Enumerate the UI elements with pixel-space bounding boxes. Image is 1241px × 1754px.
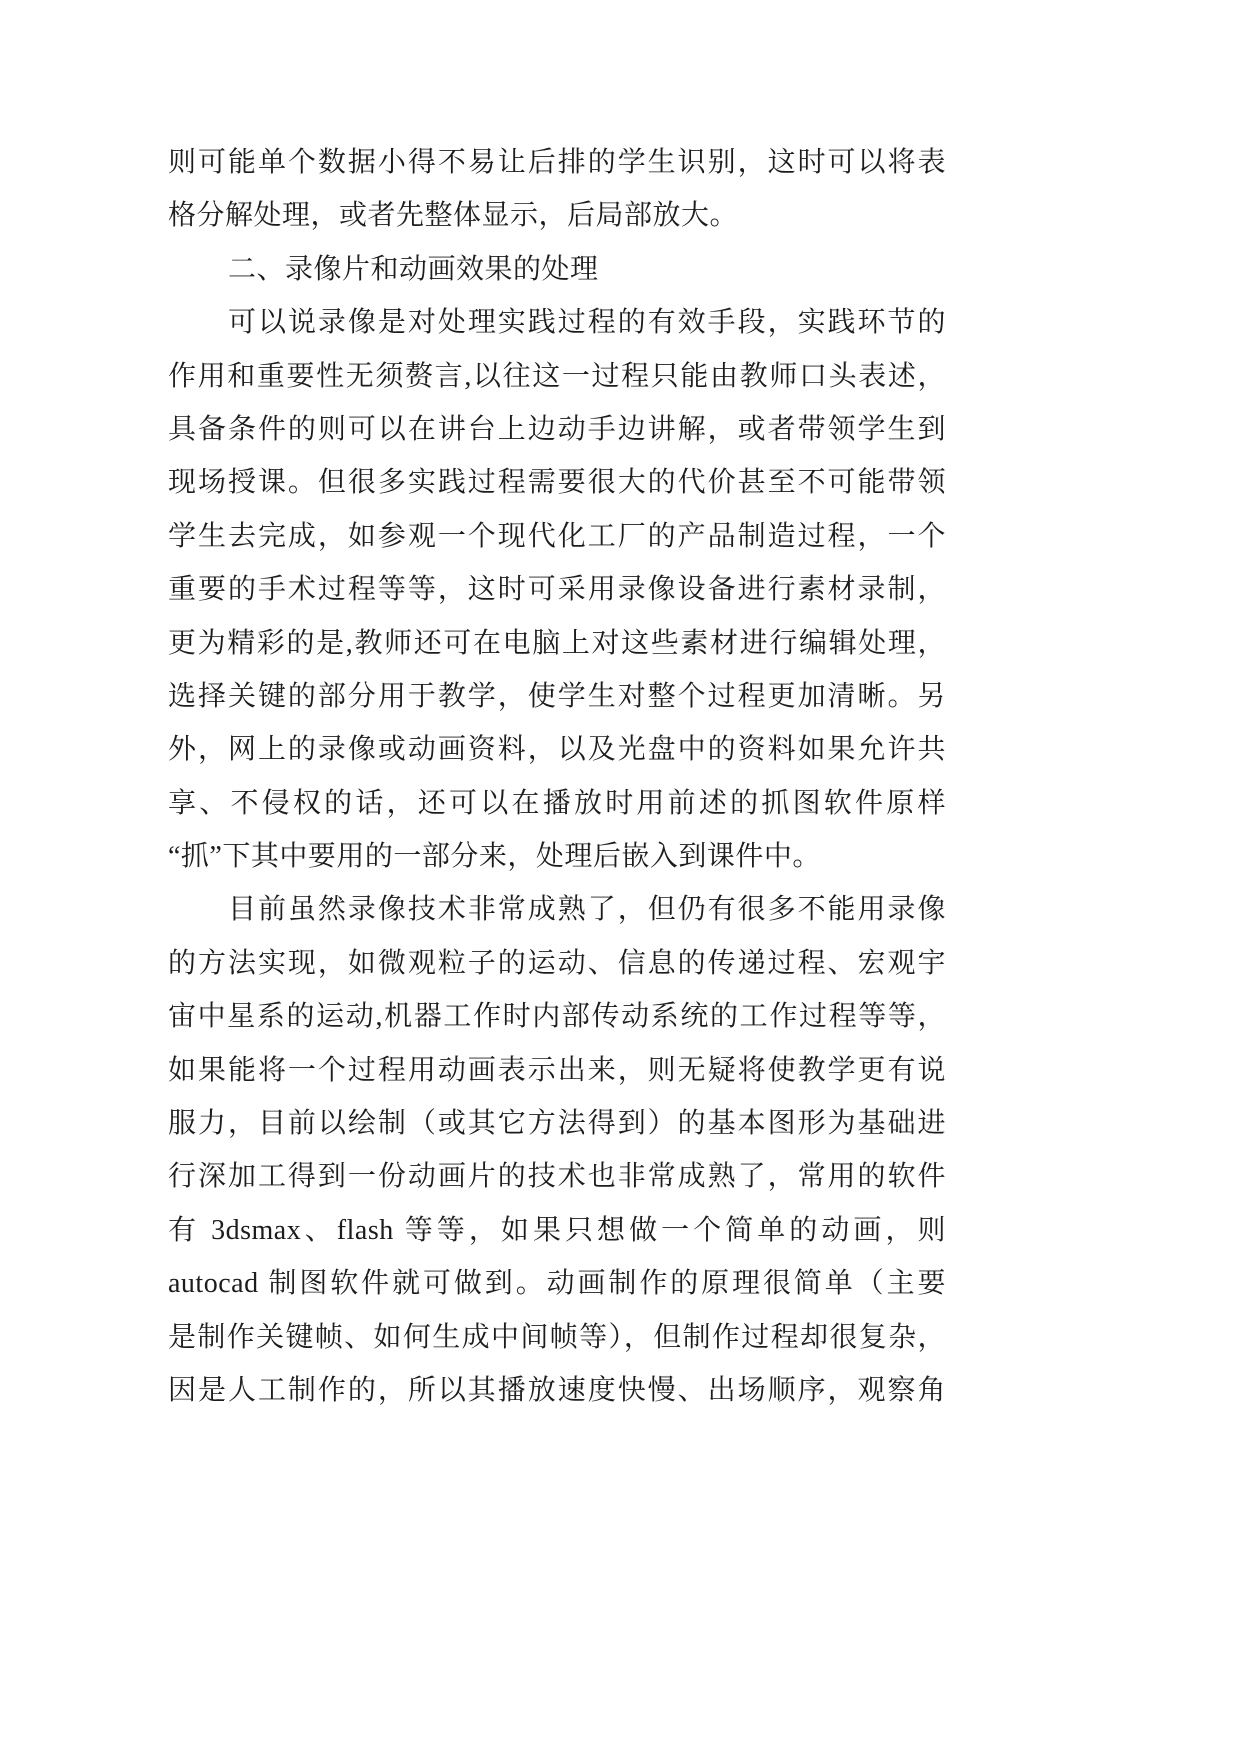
text-line: 现场授课。但很多实践过程需要很大的代价甚至不可能带领	[168, 467, 946, 499]
text-line: 格分解处理，或者先整体显示，后局部放大。	[168, 200, 739, 232]
text-line: 有 3dsmax、flash 等等，如果只想做一个简单的动画，则	[168, 1214, 946, 1246]
text-line: 是制作关键帧、如何生成中间帧等），但制作过程却很复杂，	[168, 1321, 946, 1353]
paragraph	[168, 136, 946, 243]
text-line: 的方法实现，如微观粒子的运动、信息的传递过程、宏观宇	[168, 947, 946, 979]
text-line: 宙中星系的运动,机器工作时内部传动系统的工作过程等等，	[168, 1001, 946, 1033]
text-line: autocad 制图软件就可做到。动画制作的原理很简单（主要	[168, 1268, 946, 1300]
text-line: 具备条件的则可以在讲台上边动手边讲解，或者带领学生到	[168, 413, 946, 445]
text-line: 如果能将一个过程用动画表示出来，则无疑将使教学更有说	[168, 1054, 946, 1086]
text-line: “抓”下其中要用的一部分来，处理后嵌入到课件中。	[168, 841, 821, 873]
text-line: 更为精彩的是,教师还可在电脑上对这些素材进行编辑处理，	[168, 627, 946, 659]
heading-text: 二、录像片和动画效果的处理	[228, 253, 599, 285]
text-line: 选择关键的部分用于教学，使学生对整个过程更加清晰。另	[168, 680, 946, 712]
paragraph	[168, 296, 946, 883]
paragraph	[168, 883, 946, 1417]
text-line: 作用和重要性无须赘言,以往这一过程只能由教师口头表述，	[168, 360, 946, 392]
text-body	[168, 136, 946, 1417]
section-heading	[168, 243, 946, 296]
text-line: 因是人工制作的，所以其播放速度快慢、出场顺序，观察角	[168, 1374, 946, 1406]
text-line: 可以说录像是对处理实践过程的有效手段，实践环节的	[228, 307, 946, 339]
text-line: 服力，目前以绘制（或其它方法得到）的基本图形为基础进	[168, 1108, 946, 1140]
text-line: 目前虽然录像技术非常成熟了，但仍有很多不能用录像	[228, 894, 946, 926]
text-line: 学生去完成，如参观一个现代化工厂的产品制造过程，一个	[168, 520, 946, 552]
text-line: 则可能单个数据小得不易让后排的学生识别，这时可以将表	[168, 147, 946, 178]
text-line: 享、不侵权的话，还可以在播放时用前述的抓图软件原样	[168, 787, 946, 819]
text-line: 行深加工得到一份动画片的技术也非常成熟了，常用的软件	[168, 1161, 946, 1193]
text-line: 外，网上的录像或动画资料，以及光盘中的资料如果允许共	[168, 734, 946, 766]
text-line: 重要的手术过程等等，这时可采用录像设备进行素材录制，	[168, 574, 946, 606]
